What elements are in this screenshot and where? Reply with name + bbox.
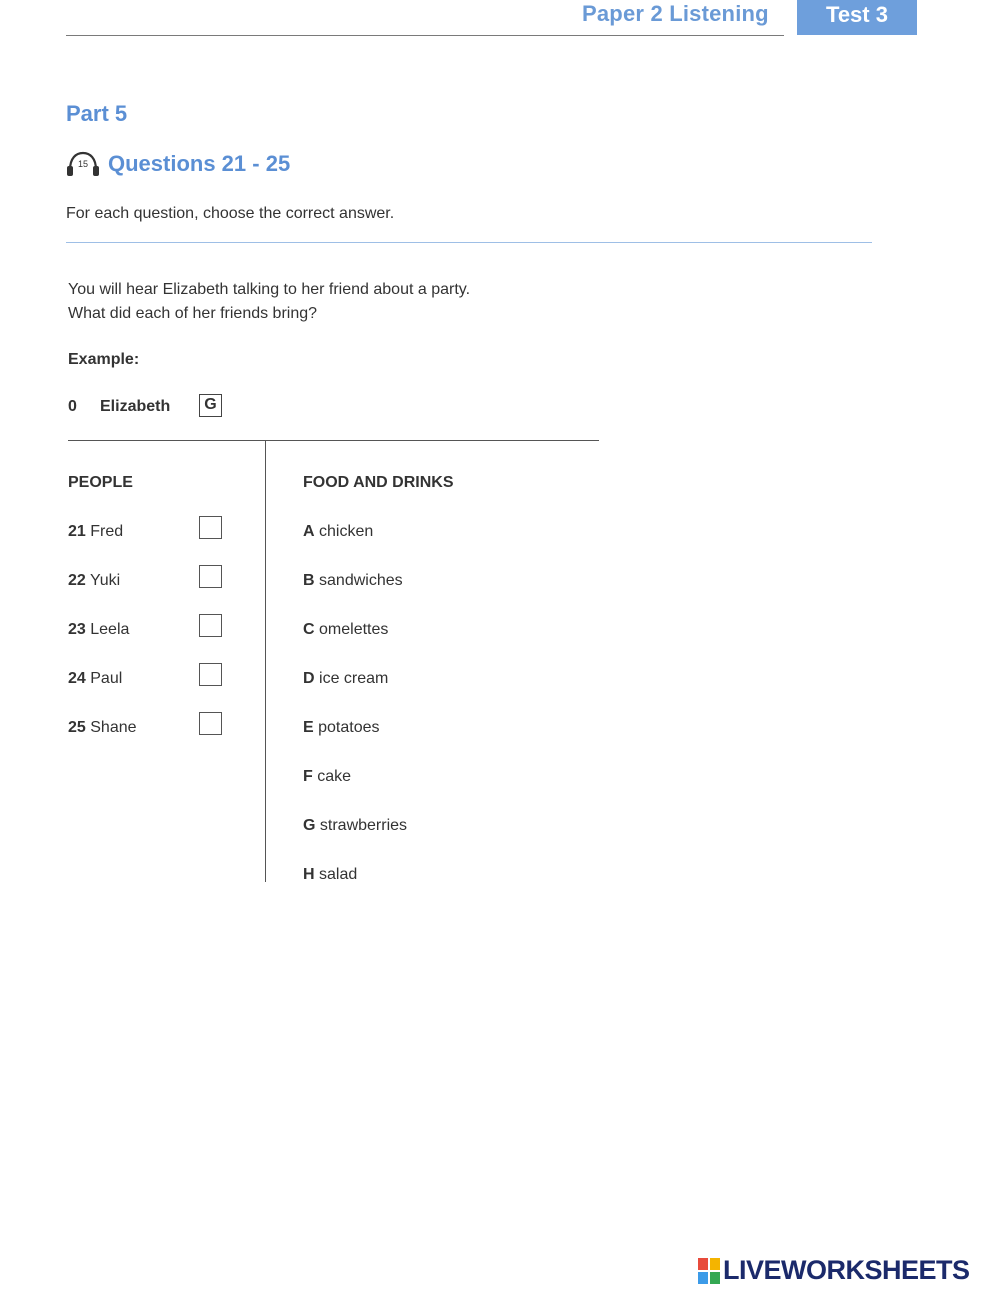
question-number: 23: [68, 621, 86, 638]
food-letter: C: [303, 621, 315, 638]
liveworksheets-icon: [698, 1258, 720, 1284]
person-name: Leela: [90, 621, 130, 638]
person-row: [68, 621, 129, 639]
intro-text: [68, 278, 470, 326]
example-number: 0: [68, 398, 77, 415]
food-item: [303, 719, 380, 737]
food-name: sandwiches: [319, 572, 403, 589]
food-letter: H: [303, 866, 315, 883]
paper-title: Paper 2 Listening: [582, 1, 769, 26]
answer-box-22[interactable]: [199, 565, 222, 588]
part-title: Part 5: [66, 101, 128, 126]
person-name: Paul: [90, 670, 123, 687]
food-name: omelettes: [319, 621, 389, 638]
food-item: [303, 768, 351, 786]
food-letter: D: [303, 670, 315, 687]
liveworksheets-logo[interactable]: [698, 1255, 970, 1286]
header-divider: [66, 35, 784, 36]
headphones-icon[interactable]: [66, 150, 100, 178]
instruction-text: For each question, choose the correct answer.: [66, 205, 395, 222]
food-name: strawberries: [319, 817, 408, 834]
food-letter: F: [303, 768, 313, 785]
section-divider: [66, 242, 872, 243]
answer-box-21[interactable]: [199, 516, 222, 539]
answer-box-25[interactable]: [199, 712, 222, 735]
person-name: Shane: [90, 719, 137, 736]
food-letter: B: [303, 572, 315, 589]
food-name: chicken: [319, 523, 374, 540]
example-name: Elizabeth: [100, 398, 171, 415]
food-name: cake: [317, 768, 352, 785]
food-name: salad: [319, 866, 358, 883]
person-row: [68, 719, 137, 737]
food-column-header: FOOD AND DRINKS: [303, 474, 454, 491]
food-letter: E: [303, 719, 314, 736]
person-name: Fred: [90, 523, 124, 540]
questions-heading: [66, 150, 290, 178]
food-item: [303, 572, 403, 590]
track-number: 15: [77, 159, 89, 169]
example-answer-box: G: [199, 394, 222, 417]
table-top-rule: [68, 440, 599, 441]
food-item: [303, 621, 388, 639]
liveworksheets-wordmark: LIVEWORKSHEETS: [723, 1255, 970, 1285]
people-column-header: PEOPLE: [68, 474, 133, 491]
question-number: 21: [68, 523, 86, 540]
food-letter: A: [303, 523, 315, 540]
questions-title: Questions 21 - 25: [108, 151, 291, 176]
food-letter: G: [303, 817, 316, 834]
person-row: [68, 523, 123, 541]
question-number: 22: [68, 572, 86, 589]
person-row: [68, 572, 120, 590]
example-label: Example:: [68, 351, 140, 368]
intro-line-2: What did each of her friends bring?: [68, 305, 318, 322]
answer-box-24[interactable]: [199, 663, 222, 686]
food-item: [303, 523, 373, 541]
person-row: [68, 670, 122, 688]
answer-box-23[interactable]: [199, 614, 222, 637]
food-item: [303, 817, 407, 835]
food-name: ice cream: [319, 670, 389, 687]
person-name: Yuki: [89, 572, 121, 589]
food-item: [303, 670, 388, 688]
food-name: potatoes: [318, 719, 380, 736]
test-badge: Test 3: [797, 0, 917, 35]
intro-line-1: You will hear Elizabeth talking to her friend about a party.: [68, 281, 471, 298]
food-item: [303, 866, 357, 884]
question-number: 25: [68, 719, 86, 736]
table-column-divider: [265, 440, 266, 882]
question-number: 24: [68, 670, 86, 687]
